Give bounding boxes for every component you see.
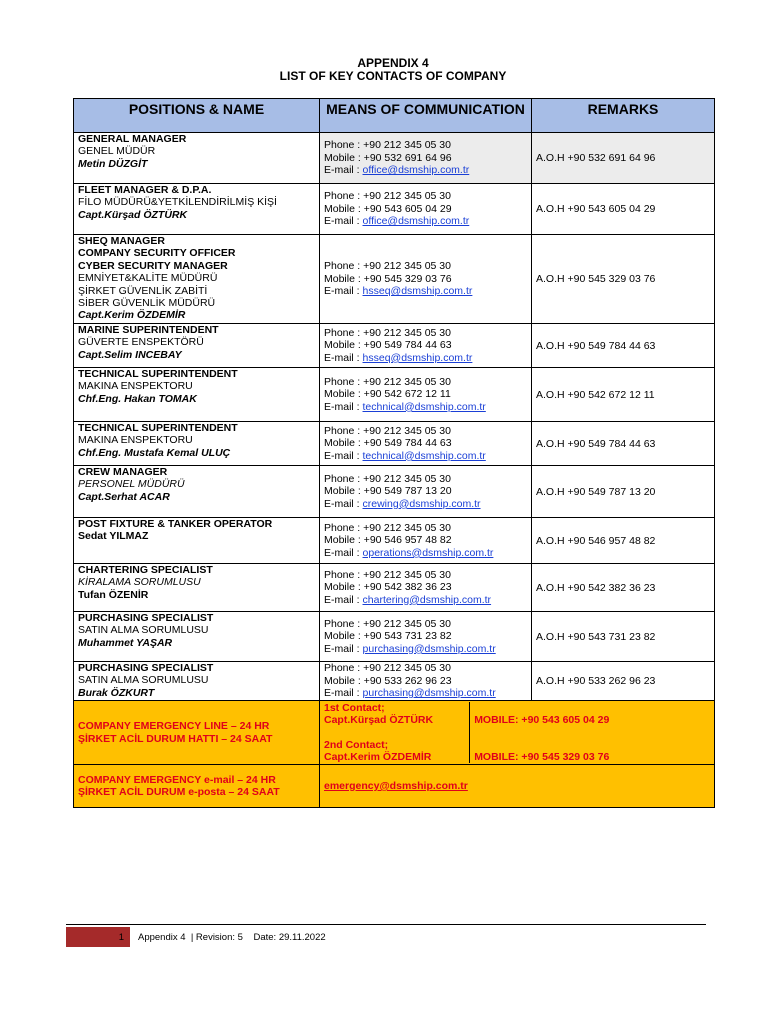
document-title: LIST OF KEY CONTACTS OF COMPANY — [279, 69, 507, 83]
email-link[interactable]: chartering@dsmship.com.tr — [362, 593, 492, 606]
communication-cell — [320, 324, 532, 368]
communication-cell — [320, 564, 532, 612]
phone-number: Phone : +90 212 345 05 30 — [324, 662, 451, 675]
emergency-email-title-en: COMPANY EMERGENCY e-mail – 24 HR — [78, 773, 276, 786]
remarks-cell: A.O.H +90 543 731 23 82 — [532, 612, 715, 662]
remarks-cell: A.O.H +90 532 691 64 96 — [532, 133, 715, 184]
communication-cell — [320, 133, 532, 184]
communication-cell — [320, 466, 532, 518]
appendix-title: APPENDIX 4 — [357, 56, 429, 70]
phone-number: Phone : +90 212 345 05 30 — [324, 375, 451, 388]
emergency-contacts — [320, 701, 715, 765]
position-title-local: MAKINA ENSPEKTORU — [78, 380, 193, 393]
position-title: MARINE SUPERINTENDENT — [78, 324, 219, 336]
table-header-row — [74, 99, 715, 133]
position-title-local: GÜVERTE ENSPEKTÖRÜ — [78, 336, 204, 349]
contact-person-name: Muhammet YAŞAR — [78, 636, 173, 649]
table-row — [74, 518, 715, 564]
email-label: E-mail : — [324, 687, 363, 700]
communication-cell — [320, 612, 532, 662]
col-header-remarks: REMARKS — [532, 99, 715, 133]
emergency-mobiles-cell — [470, 702, 714, 763]
position-title-local: GENEL MÜDÜR — [78, 145, 156, 158]
contact-person-name: Capt.Serhat ACAR — [78, 490, 170, 503]
position-cell — [74, 466, 320, 518]
remarks-cell: A.O.H +90 546 957 48 82 — [532, 518, 715, 564]
table-row — [74, 422, 715, 466]
communication-cell — [320, 662, 532, 701]
email-link[interactable]: hsseq@dsmship.com.tr — [362, 285, 473, 298]
remarks-cell: A.O.H +90 543 605 04 29 — [532, 184, 715, 235]
email-link[interactable]: office@dsmship.com.tr — [362, 215, 470, 228]
contact-person-name: Capt.Kürşad ÖZTÜRK — [78, 208, 188, 221]
email-label: E-mail : — [324, 449, 363, 462]
contact-person-name: Capt.Selim INCEBAY — [78, 348, 182, 361]
email-label: E-mail : — [324, 164, 363, 177]
remarks-cell: A.O.H +90 549 784 44 63 — [532, 324, 715, 368]
email-label: E-mail : — [324, 642, 363, 655]
contact-person-name: Chf.Eng. Hakan TOMAK — [78, 392, 197, 405]
communication-cell — [320, 184, 532, 235]
second-contact-name: Capt.Kerim ÖZDEMİR — [324, 750, 432, 763]
position-title-local: EMNİYET&KALİTE MÜDÜRÜ — [78, 272, 218, 285]
position-cell — [74, 518, 320, 564]
contact-person-name: Capt.Kerim ÖZDEMİR — [78, 309, 186, 322]
email-label: E-mail : — [324, 400, 363, 413]
position-title: CYBER SECURITY MANAGER — [78, 259, 228, 272]
email-link[interactable]: purchasing@dsmship.com.tr — [362, 642, 496, 655]
mobile-number: Mobile : +90 549 784 44 63 — [324, 437, 452, 450]
footer-revision-text: Appendix 4 | Revision: 5 Date: 29.11.2022 — [138, 932, 326, 943]
emergency-names-cell — [320, 702, 470, 763]
mobile-number: Mobile : +90 545 329 03 76 — [324, 272, 452, 285]
phone-number: Phone : +90 212 345 05 30 — [324, 190, 451, 203]
communication-cell — [320, 368, 532, 422]
emergency-email-title-tr: ŞİRKET ACİL DURUM e-posta – 24 SAAT — [78, 786, 280, 798]
position-cell — [74, 662, 320, 701]
position-title: CHARTERING SPECIALIST — [78, 564, 213, 576]
position-title: FLEET MANAGER & D.P.A. — [78, 184, 212, 196]
position-title-local: MAKINA ENSPEKTORU — [78, 434, 193, 447]
mobile-number: Mobile : +90 542 382 36 23 — [324, 581, 452, 594]
mobile-number: Mobile : +90 543 605 04 29 — [324, 202, 452, 215]
mobile-number: Mobile : +90 543 731 23 82 — [324, 630, 452, 643]
position-cell — [74, 612, 320, 662]
second-contact-label: 2nd Contact; — [324, 738, 389, 751]
mobile-number: Mobile : +90 532 691 64 96 — [324, 151, 452, 164]
position-title-local: ŞİRKET GÜVENLİK ZABİTİ — [78, 284, 208, 297]
emergency-contacts-grid — [320, 702, 714, 763]
remarks-cell: A.O.H +90 549 784 44 63 — [532, 422, 715, 466]
emergency-line-title-tr: ŞİRKET ACİL DURUM HATTI – 24 SAAT — [78, 732, 273, 745]
communication-cell — [320, 422, 532, 466]
position-title: CREW MANAGER — [78, 466, 168, 478]
email-link[interactable]: technical@dsmship.com.tr — [362, 400, 486, 413]
email-link[interactable]: purchasing@dsmship.com.tr — [362, 687, 496, 700]
remarks-cell: A.O.H +90 545 329 03 76 — [532, 235, 715, 324]
table-row — [74, 324, 715, 368]
position-title-local: KİRALAMA SORUMLUSU — [78, 576, 201, 589]
remarks-cell: A.O.H +90 542 382 36 23 — [532, 564, 715, 612]
position-title: POST FIXTURE & TANKER OPERATOR — [78, 518, 273, 530]
position-title-local: PERSONEL MÜDÜRÜ — [78, 478, 185, 491]
email-link[interactable]: operations@dsmship.com.tr — [362, 546, 494, 559]
table-row — [74, 368, 715, 422]
position-cell — [74, 133, 320, 184]
emergency-email-row — [74, 765, 715, 808]
table-row — [74, 612, 715, 662]
contact-person-name: Burak ÖZKURT — [78, 686, 155, 699]
contact-person-name: Tufan ÖZENİR — [78, 588, 149, 601]
col-header-means: MEANS OF COMMUNICATION — [320, 99, 532, 133]
position-cell — [74, 368, 320, 422]
position-cell — [74, 235, 320, 324]
phone-number: Phone : +90 212 345 05 30 — [324, 521, 451, 534]
phone-number: Phone : +90 212 345 05 30 — [324, 472, 451, 485]
position-cell — [74, 422, 320, 466]
position-title-local: FİLO MÜDÜRÜ&YETKİLENDİRİLMİŞ KİŞİ — [78, 196, 277, 209]
position-cell — [74, 324, 320, 368]
position-title: PURCHASING SPECIALIST — [78, 662, 214, 674]
remarks-cell: A.O.H +90 549 787 13 20 — [532, 466, 715, 518]
phone-number: Phone : +90 212 345 05 30 — [324, 568, 451, 581]
position-title: GENERAL MANAGER — [78, 133, 187, 145]
phone-number: Phone : +90 212 345 05 30 — [324, 424, 451, 437]
phone-number: Phone : +90 212 345 05 30 — [324, 139, 451, 152]
mobile-number: Mobile : +90 542 672 12 11 — [324, 388, 451, 401]
remarks-cell: A.O.H +90 533 262 96 23 — [532, 662, 715, 701]
table-row — [74, 133, 715, 184]
page-footer — [66, 924, 706, 945]
mobile-number: Mobile : +90 533 262 96 23 — [324, 674, 452, 687]
table-row — [74, 662, 715, 701]
contact-person-name: Metin DÜZGİT — [78, 157, 148, 170]
position-cell — [74, 184, 320, 235]
position-title-local: SATIN ALMA SORUMLUSU — [78, 674, 209, 687]
emergency-email-link[interactable]: emergency@dsmship.com.tr — [324, 779, 468, 792]
position-title: COMPANY SECURITY OFFICER — [78, 247, 236, 260]
phone-number: Phone : +90 212 345 05 30 — [324, 260, 451, 273]
position-title-local: SİBER GÜVENLİK MÜDÜRÜ — [78, 297, 216, 310]
table-row — [74, 466, 715, 518]
email-label: E-mail : — [324, 285, 363, 298]
position-title-local: SATIN ALMA SORUMLUSU — [78, 624, 209, 637]
mobile-number: Mobile : +90 546 957 48 82 — [324, 534, 452, 547]
col-header-position: POSITIONS & NAME — [74, 99, 320, 133]
emergency-section — [74, 701, 715, 808]
contacts-table — [73, 98, 715, 808]
table-row — [74, 235, 715, 324]
table-row — [74, 184, 715, 235]
remarks-cell: A.O.H +90 542 672 12 11 — [532, 368, 715, 422]
emergency-email-cell — [320, 765, 715, 808]
position-title: TECHNICAL SUPERINTENDENT — [78, 422, 238, 434]
email-label: E-mail : — [324, 546, 363, 559]
email-label: E-mail : — [324, 593, 363, 606]
email-label: E-mail : — [324, 351, 363, 364]
position-title: PURCHASING SPECIALIST — [78, 612, 214, 624]
second-contact-mobile: MOBILE: +90 545 329 03 76 — [474, 750, 610, 763]
email-link[interactable]: technical@dsmship.com.tr — [362, 449, 486, 462]
email-link[interactable]: hsseq@dsmship.com.tr — [362, 351, 473, 364]
emergency-email-title — [74, 765, 320, 808]
contact-person-name: Chf.Eng. Mustafa Kemal ULUÇ — [78, 446, 231, 459]
emergency-line-row — [74, 701, 715, 765]
position-cell — [74, 564, 320, 612]
communication-cell — [320, 518, 532, 564]
emergency-line-title — [74, 701, 320, 765]
email-label: E-mail : — [324, 497, 363, 510]
emergency-line-title-en: COMPANY EMERGENCY LINE – 24 HR — [78, 720, 270, 733]
communication-cell — [320, 235, 532, 324]
contact-person-name: Sedat YILMAZ — [78, 530, 149, 543]
phone-number: Phone : +90 212 345 05 30 — [324, 617, 451, 630]
mobile-number: Mobile : +90 549 787 13 20 — [324, 485, 452, 498]
first-contact-name: Capt.Kürşad ÖZTÜRK — [324, 714, 434, 727]
phone-number: Phone : +90 212 345 05 30 — [324, 326, 451, 339]
contact-rows — [74, 133, 715, 701]
email-link[interactable]: crewing@dsmship.com.tr — [362, 497, 481, 510]
table-row — [74, 564, 715, 612]
first-contact-label: 1st Contact; — [324, 702, 385, 715]
page-number: 1 — [66, 927, 130, 947]
position-title: SHEQ MANAGER — [78, 235, 165, 247]
email-label: E-mail : — [324, 215, 363, 228]
first-contact-mobile: MOBILE: +90 543 605 04 29 — [474, 714, 610, 727]
email-link[interactable]: office@dsmship.com.tr — [362, 164, 470, 177]
position-title: TECHNICAL SUPERINTENDENT — [78, 368, 238, 380]
mobile-number: Mobile : +90 549 784 44 63 — [324, 339, 452, 352]
